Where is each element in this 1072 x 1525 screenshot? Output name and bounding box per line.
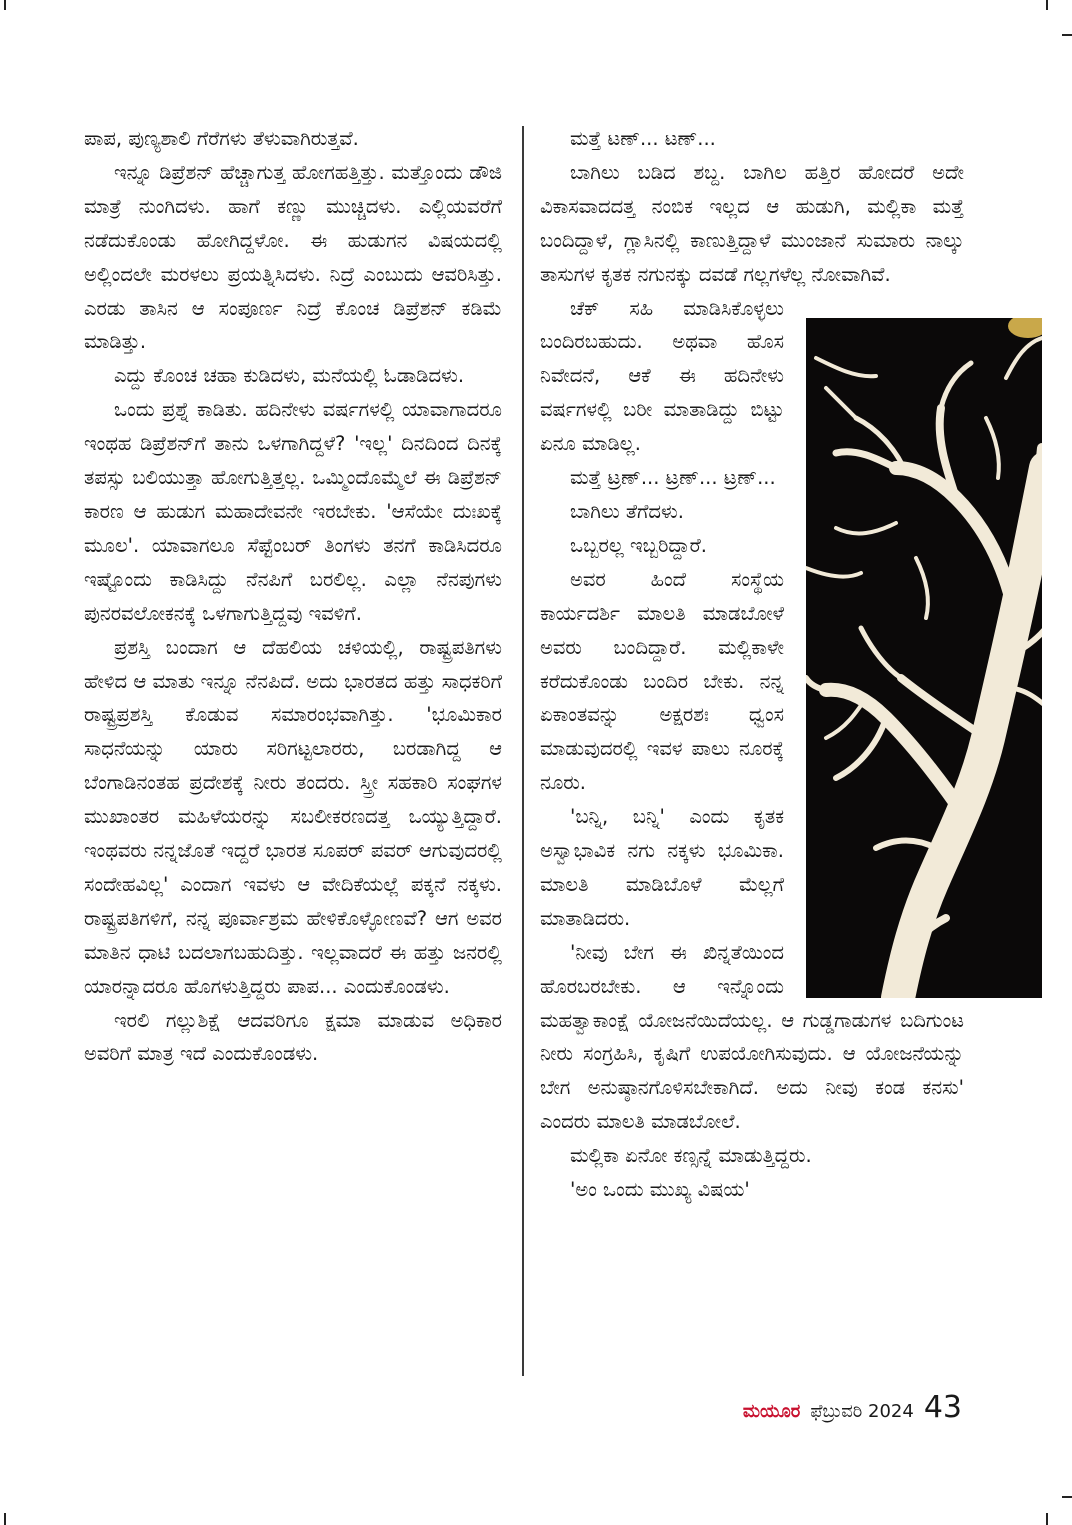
page-footer [743, 1390, 962, 1425]
paragraph: 'ಬನ್ನಿ, ಬನ್ನಿ' ಎಂದು ಕೃತಕ ಅಸ್ವಾಭಾವಿಕ ನಗು ನಕ್ಕಳು ಭೂಮಿಕಾ. ಮಾಲತಿ ಮಾಡಿಬೊಳೆ ಮೆಲ್ಲಗೆ ಮಾತಾಡಿದರು. [540, 805, 784, 930]
crop-mark-right-upper [1062, 34, 1072, 36]
paragraph: ಇರಲಿ ಗಲ್ಲುಶಿಕ್ಷೆ ಆದವರಿಗೂ ಕ್ಷಮಾ ಮಾಡುವ ಅಧಿಕಾರ ಅವರಿಗೆ ಮಾತ್ರ ಇದೆ ಎಂದುಕೊಂಡಳು. [84, 1008, 502, 1066]
tree-branches-image [806, 318, 1042, 998]
paragraph: ಒಂದು ಪ್ರಶ್ನೆ ಕಾಡಿತು. ಹದಿನೇಳು ವರ್ಷಗಳಲ್ಲಿ ಯಾವಾಗಾದರೂ ಇಂಥಹ ಡಿಪ್ರೆಶನ್‌ಗೆ ತಾನು ಒಳಗಾಗಿದ್ದಳೆ? 'ಇಲ್ಲ' ದಿನದಿಂದ ದಿನಕ್ಕೆ ತಪಸ್ಸು ಬಲಿಯುತ್ತಾ ಹೋಗುತ್ತಿತ್ತಲ್ಲ. ಒಮ್ಮಿಂದೊಮ್ಮೆಲೆ ಈ ಡಿಪ್ರೆಶನ್ ಕಾರಣ ಆ ಹುಡುಗ ಮಹಾದೇವನೇ ಇರಬೇಕು. 'ಆಸೆಯೇ ದುಃಖಕ್ಕೆ ಮೂಲ'. ಯಾವಾಗಲೂ ಸೆಪ್ಟೆಂಬರ್ ತಿಂಗಳು ತನಗೆ ಕಾಡಿಸಿದರೂ ಇಷ್ಟೊಂದು ಕಾಡಿಸಿದ್ದು ನೆನಪಿಗೆ ಬರಲಿಲ್ಲ. ಎಲ್ಲಾ ನೆನಪುಗಳು ಪುನರವಲೋಕನಕ್ಕೆ ಒಳಗಾಗುತ್ತಿದ್ದವು ಇವಳಿಗೆ. [84, 398, 502, 625]
crop-mark-right-lower [1062, 1496, 1072, 1498]
paragraph: 'ಅಂ ಒಂದು ಮುಖ್ಯ ವಿಷಯ' [570, 1178, 750, 1202]
paragraph: 'ನೀವು ಬೇಗ ಈ ಖಿನ್ನತೆಯಿಂದ ಹೊರಬರಬೇಕು. ಆ ಇನ್ನೊಂದು ಮಹತ್ವಾಕಾಂಕ್ಷೆ ಯೋಜನೆಯಿದೆಯಲ್ಲ. ಆ ಗುಡ್ಡಗಾಡುಗಳ ಬದಿಗುಂಟ ನೀರು ಸಂಗ್ರಹಿಸಿ, ಕೃಷಿಗೆ ಉಪಯೋಗಿಸುವುದು. ಆ ಯೋಜನೆಯನ್ನು ಬೇಗ ಅನುಷ್ಠಾನಗೊಳಿಸಬೇಕಾಗಿದೆ. ಅದು ನೀವು ಕಂಡ ಕನಸು' ಎಂದರು ಮಾಲತಿ ಮಾಡಬೋಲೆ. [540, 940, 964, 1134]
issue-date: ಫೆಬ್ರುವರಿ 2024 [810, 1401, 914, 1422]
crop-mark-top-right [1046, 0, 1048, 10]
paragraph: ಪ್ರಶಸ್ತಿ ಬಂದಾಗ ಆ ದೆಹಲಿಯ ಚಳಿಯಲ್ಲಿ, ರಾಷ್ಟ್ರಪತಿಗಳು ಹೇಳಿದ ಆ ಮಾತು ಇನ್ನೂ ನೆನಪಿದೆ. ಅದು ಭಾರತದ ಹತ್ತು ಸಾಧಕರಿಗೆ ರಾಷ್ಟ್ರಪ್ರಶಸ್ತಿ ಕೊಡುವ ಸಮಾರಂಭವಾಗಿತ್ತು. 'ಭೂಮಿಕಾರ ಸಾಧನೆಯನ್ನು ಯಾರು ಸರಿಗಟ್ಟಲಾರರು, ಬರಡಾಗಿದ್ದ ಆ ಬೆಂಗಾಡಿನಂತಹ ಪ್ರದೇಶಕ್ಕೆ ನೀರು ತಂದರು. ಸ್ತ್ರೀ ಸಹಕಾರಿ ಸಂಘಗಳ ಮುಖಾಂತರ ಮಹಿಳೆಯರನ್ನು ಸಬಲೀಕರಣದತ್ತ ಒಯ್ಯುತ್ತಿದ್ದಾರೆ. ಇಂಥವರು ನನ್ನಜೊತೆ ಇದ್ದರೆ ಭಾರತ ಸೂಪರ್ ಪವರ್ ಆಗುವುದರಲ್ಲಿ ಸಂದೇಹವಿಲ್ಲ' ಎಂದಾಗ ಇವಳು ಆ ವೇದಿಕೆಯಲ್ಲೆ ಪಕ್ಕನೆ ನಕ್ಕಳು. ರಾಷ್ಟ್ರಪತಿಗಳಿಗೆ, ನನ್ನ ಪೂರ್ವಾಶ್ರಮ ಹೇಳಿಕೊಳ್ಳೋಣವೆ? ಆಗ ಅವರ ಮಾತಿನ ಧಾಟಿ ಬದಲಾಗಬಹುದಿತ್ತು. ಇಲ್ಲವಾದರೆ ಈ ಹತ್ತು ಜನರಲ್ಲಿ ಯಾರನ್ನಾದರೂ ಹೊಗಳುತ್ತಿದ್ದರು ಪಾಪ... ಎಂದುಕೊಂಡಳು. [84, 635, 502, 998]
crop-mark-bottom-left [4, 1513, 6, 1525]
magazine-name: ಮಯೂರ [742, 1401, 801, 1422]
tree-branches-illustration [806, 318, 1042, 998]
paragraph: ಬಾಗಿಲು ತೆಗೆದಳು. [570, 499, 684, 523]
paragraph: ಮತ್ತೆ ಟಣ್... ಟಣ್... [570, 127, 716, 150]
crop-mark-top-left [4, 0, 6, 10]
paragraph: ಎದ್ದು ಕೊಂಚ ಚಹಾ ಕುಡಿದಳು, ಮನೆಯಲ್ಲಿ ಓಡಾಡಿದಳು. [114, 364, 465, 388]
paragraph: ಮತ್ತೆ ಟ್ರಣ್... ಟ್ರಣ್... ಟ್ರಣ್... [570, 466, 776, 490]
paragraph: ಒಬ್ಬರಲ್ಲ ಇಬ್ಬರಿದ್ದಾರೆ. [570, 533, 707, 557]
page-number: 43 [923, 1390, 962, 1425]
paragraph: ಮಲ್ಲಿಕಾ ಏನೋ ಕಣ್ಸನ್ನೆ ಮಾಡುತ್ತಿದ್ದರು. [570, 1144, 812, 1168]
article-left-column [84, 122, 502, 1071]
column-divider [522, 126, 524, 1376]
crop-mark-bottom-right [1046, 1513, 1048, 1525]
paragraph: ಚೆಕ್ ಸಹಿ ಮಾಡಿಸಿಕೊಳ್ಳಲು ಬಂದಿರಬಹುದು. ಅಥವಾ ಹೊಸ ನಿವೇದನೆ, ಆಕೆ ಈ ಹದಿನೇಳು ವರ್ಷಗಳಲ್ಲಿ ಬರೀ ಮಾತಾಡಿದ್ದು ಬಿಟ್ಟು ಏನೂ ಮಾಡಿಲ್ಲ. [540, 296, 784, 456]
paragraph: ಇನ್ನೂ ಡಿಪ್ರೆಶನ್ ಹೆಚ್ಚಾಗುತ್ತ ಹೋಗಹತ್ತಿತ್ತು. ಮತ್ತೊಂದು ಡೌಜಿ ಮಾತ್ರೆ ನುಂಗಿದಳು. ಹಾಗೆ ಕಣ್ಣು ಮುಚ್ಚಿದಳು. ಎಲ್ಲಿಯವರೆಗೆ ನಡೆದುಕೊಂಡು ಹೋಗಿದ್ದಳೋ. ಈ ಹುಡುಗನ ವಿಷಯದಲ್ಲಿ ಅಲ್ಲಿಂದಲೇ ಮರಳಲು ಪ್ರಯತ್ನಿಸಿದಳು. ನಿದ್ರೆ ಎಂಬುದು ಆವರಿಸಿತ್ತು. ಎರಡು ತಾಸಿನ ಆ ಸಂಪೂರ್ಣ ನಿದ್ರೆ ಕೊಂಚ ಡಿಪ್ರೆಶನ್ ಕಡಿಮೆ ಮಾಡಿತ್ತು. [84, 160, 502, 354]
paragraph: ಬಾಗಿಲು ಬಡಿದ ಶಬ್ದ. ಬಾಗಿಲ ಹತ್ತಿರ ಹೋದರೆ ಅದೇ ವಿಕಾಸವಾದದತ್ತ ನಂಬಿಕ ಇಲ್ಲದ ಆ ಹುಡುಗಿ, ಮಲ್ಲಿಕಾ ಮತ್ತೆ ಬಂದಿದ್ದಾಳೆ, ಗ್ಲಾಸಿನಲ್ಲಿ ಕಾಣುತ್ತಿದ್ದಾಳೆ ಮುಂಜಾನೆ ಸುಮಾರು ನಾಲ್ಕು ತಾಸುಗಳ ಕೃತಕ ನಗುನಕ್ಕು ದವಡೆ ಗಲ್ಲಗಳೆಲ್ಲ ನೋವಾಗಿವೆ. [540, 160, 964, 286]
paragraph: ಅವರ ಹಿಂದೆ ಸಂಸ್ಥೆಯ ಕಾರ್ಯದರ್ಶಿ ಮಾಲತಿ ಮಾಡಬೋಳೆ ಅವರು ಬಂದಿದ್ದಾರೆ. ಮಲ್ಲಿಕಾಳೇ ಕರೆದುಕೊಂಡು ಬಂದಿರ ಬೇಕು. ನನ್ನ ಏಕಾಂತವನ್ನು ಅಕ್ಷರಶಃ ಧ್ವಂಸ ಮಾಡುವುದರಲ್ಲಿ ಇವಳ ಪಾಲು ನೂರಕ್ಕೆ ನೂರು. [540, 567, 784, 795]
paragraph: ಪಾಪ, ಪುಣ್ಯಶಾಲಿ ಗೆರೆಗಳು ತೆಳುವಾಗಿರುತ್ತವೆ. [84, 127, 359, 150]
